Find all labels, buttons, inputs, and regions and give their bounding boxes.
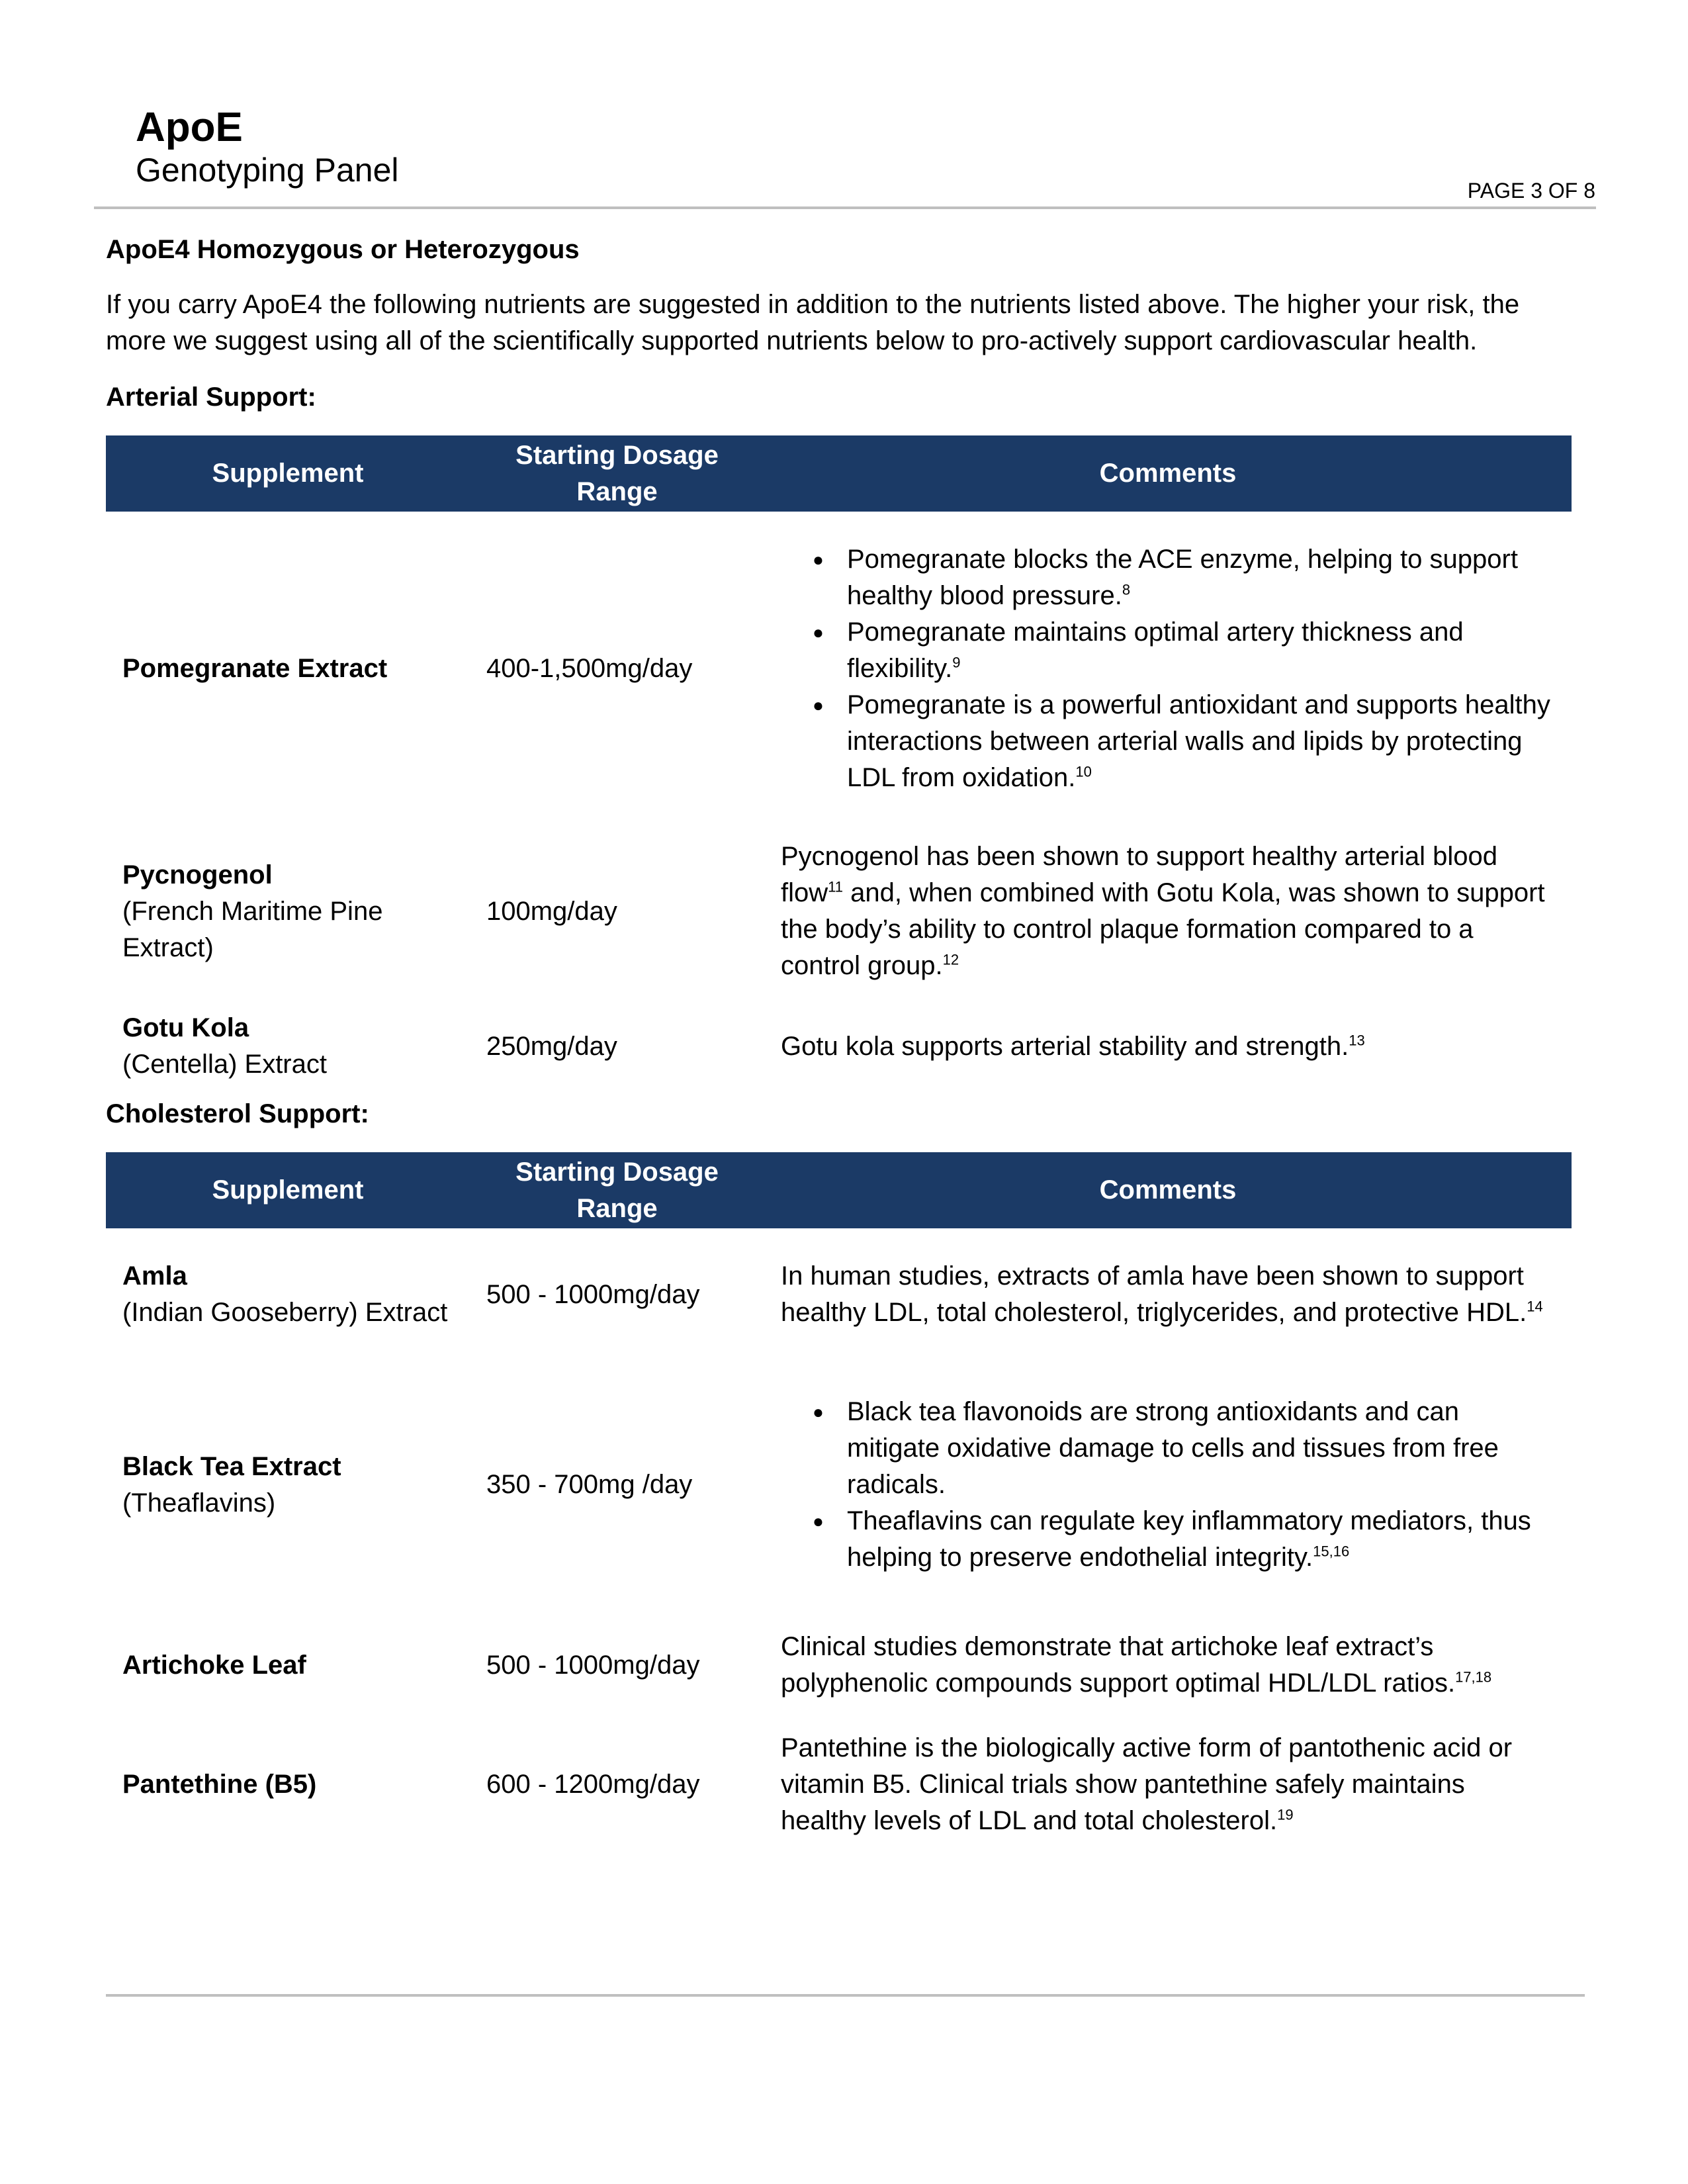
reference-marker: 11 bbox=[828, 878, 843, 895]
comments-cell bbox=[764, 1361, 1572, 1609]
supplement-name: Artichoke Leaf bbox=[122, 1650, 306, 1680]
table-row bbox=[106, 1228, 1572, 1361]
dosage-cell: 350 - 700mg /day bbox=[486, 1470, 693, 1499]
dosage-cell: 400-1,500mg/day bbox=[486, 654, 693, 683]
reference-marker: 12 bbox=[942, 951, 959, 968]
comments-cell: In human studies, extracts of amla have been shown to support healthy LDL, total cholesterol, triglycerides, and protective HDL.$^{14}$ bbox=[781, 1261, 1543, 1327]
header-divider bbox=[94, 206, 1596, 209]
comments-cell: Clinical studies demonstrate that artichoke leaf extract’s polyphenolic compounds support optimal HDL/LDL ratios.$^{17,18}$ bbox=[781, 1632, 1492, 1698]
list-item: ● Pomegranate maintains optimal artery thickness and flexibility.$^9$ bbox=[847, 614, 1555, 687]
column-header-dosage: Starting Dosage Range bbox=[470, 1152, 764, 1228]
reference-marker: 19 bbox=[1277, 1806, 1294, 1823]
list-item: ● Black tea flavonoids are strong antioxidants and can mitigate oxidative damage to cells and tissues from free radicals. bbox=[847, 1394, 1555, 1503]
dosage-cell: 100mg/day bbox=[486, 896, 617, 926]
supplement-detail: (French Maritime Pine Extract) bbox=[122, 896, 383, 962]
table-row bbox=[106, 997, 1572, 1096]
list-item: ● Pomegranate is a powerful antioxidant and supports healthy interactions between arterial walls and lipids by protecting LDL from oxidation.$^{10}$ bbox=[847, 687, 1555, 796]
cholesterol-support-table bbox=[106, 1152, 1572, 1847]
supplement-cell bbox=[106, 1721, 470, 1847]
column-header-comments: Comments bbox=[764, 435, 1572, 512]
supplement-name: Gotu Kola bbox=[122, 1013, 249, 1042]
supplement-name: Pomegranate Extract bbox=[122, 654, 388, 683]
reference-marker: 8 bbox=[1122, 581, 1131, 598]
supplement-detail: (Indian Gooseberry) Extract bbox=[122, 1298, 448, 1327]
table-row bbox=[106, 512, 1572, 826]
supplement-name: Pantethine (B5) bbox=[122, 1769, 317, 1799]
dosage-cell: 250mg/day bbox=[486, 1031, 617, 1061]
table-header-row bbox=[106, 1152, 1572, 1228]
comment-bullet-list bbox=[781, 541, 1555, 796]
list-item: ● Pomegranate blocks the ACE enzyme, helping to support healthy blood pressure.$^8$ bbox=[847, 541, 1555, 614]
supplement-name: Amla bbox=[122, 1261, 187, 1291]
comments-cell: Pycnogenol has been shown to support healthy arterial blood flow$^{11}$ and, when combined with Gotu Kola, was shown to support the body’s ability to control plaque formation compared to a control group.$^{12}$ bbox=[781, 842, 1545, 980]
dosage-cell: 500 - 1000mg/day bbox=[486, 1650, 700, 1680]
supplement-cell bbox=[106, 1361, 470, 1609]
table-header-row bbox=[106, 435, 1572, 512]
section-intro: If you carry ApoE4 the following nutrients are suggested in addition to the nutrients listed above. The higher your risk, the more we suggest using all of the scientifically supported nutrients below to pro-actively support cardiovascular health. bbox=[106, 290, 1520, 355]
reference-marker: 10 bbox=[1075, 763, 1092, 780]
reference-marker: 14 bbox=[1527, 1298, 1543, 1315]
arterial-support-title: Arterial Support: bbox=[106, 383, 316, 412]
column-header-supplement: Supplement bbox=[106, 1152, 470, 1228]
supplement-name: Black Tea Extract bbox=[122, 1451, 341, 1481]
reference-marker: 15,16 bbox=[1313, 1543, 1350, 1560]
table-row bbox=[106, 826, 1572, 997]
supplement-cell bbox=[106, 1228, 470, 1361]
supplement-detail: (Theaflavins) bbox=[122, 1488, 276, 1518]
supplement-detail: (Centella) Extract bbox=[122, 1050, 327, 1079]
comment-bullet-list bbox=[781, 1394, 1555, 1576]
supplement-cell bbox=[106, 512, 470, 826]
main-content bbox=[106, 232, 1575, 1847]
footer-divider bbox=[106, 1994, 1585, 1997]
dosage-cell: 600 - 1200mg/day bbox=[486, 1769, 700, 1799]
table-row bbox=[106, 1721, 1572, 1847]
table-row bbox=[106, 1361, 1572, 1609]
supplement-cell bbox=[106, 1609, 470, 1721]
reference-marker: 9 bbox=[952, 654, 961, 671]
comments-cell bbox=[764, 512, 1572, 826]
column-header-supplement: Supplement bbox=[106, 435, 470, 512]
cholesterol-support-title: Cholesterol Support: bbox=[106, 1099, 369, 1128]
column-header-dosage: Starting Dosage Range bbox=[470, 435, 764, 512]
panel-title: ApoE bbox=[136, 105, 243, 150]
reference-marker: 13 bbox=[1349, 1032, 1365, 1049]
supplement-cell bbox=[106, 997, 470, 1096]
reference-marker: 17,18 bbox=[1455, 1668, 1492, 1686]
comments-cell: Gotu kola supports arterial stability and strength.$^{13}$ bbox=[781, 1031, 1365, 1061]
supplement-cell bbox=[106, 826, 470, 997]
page-indicator: PAGE 3 OF 8 bbox=[1467, 179, 1595, 203]
column-header-comments: Comments bbox=[764, 1152, 1572, 1228]
comments-cell: Pantethine is the biologically active form of pantothenic acid or vitamin B5. Clinical trials show pantethine safely maintains healthy levels of LDL and total cholesterol.$^{19}$ bbox=[781, 1733, 1513, 1835]
list-item: ● Theaflavins can regulate key inflammatory mediators, thus helping to preserve endothelial integrity.$^{15,16}$ bbox=[847, 1503, 1555, 1576]
arterial-support-table bbox=[106, 435, 1572, 1096]
dosage-cell: 500 - 1000mg/day bbox=[486, 1279, 700, 1309]
panel-subtitle: Genotyping Panel bbox=[136, 152, 399, 189]
section-title: ApoE4 Homozygous or Heterozygous bbox=[106, 235, 580, 264]
table-row bbox=[106, 1609, 1572, 1721]
supplement-name: Pycnogenol bbox=[122, 860, 273, 889]
